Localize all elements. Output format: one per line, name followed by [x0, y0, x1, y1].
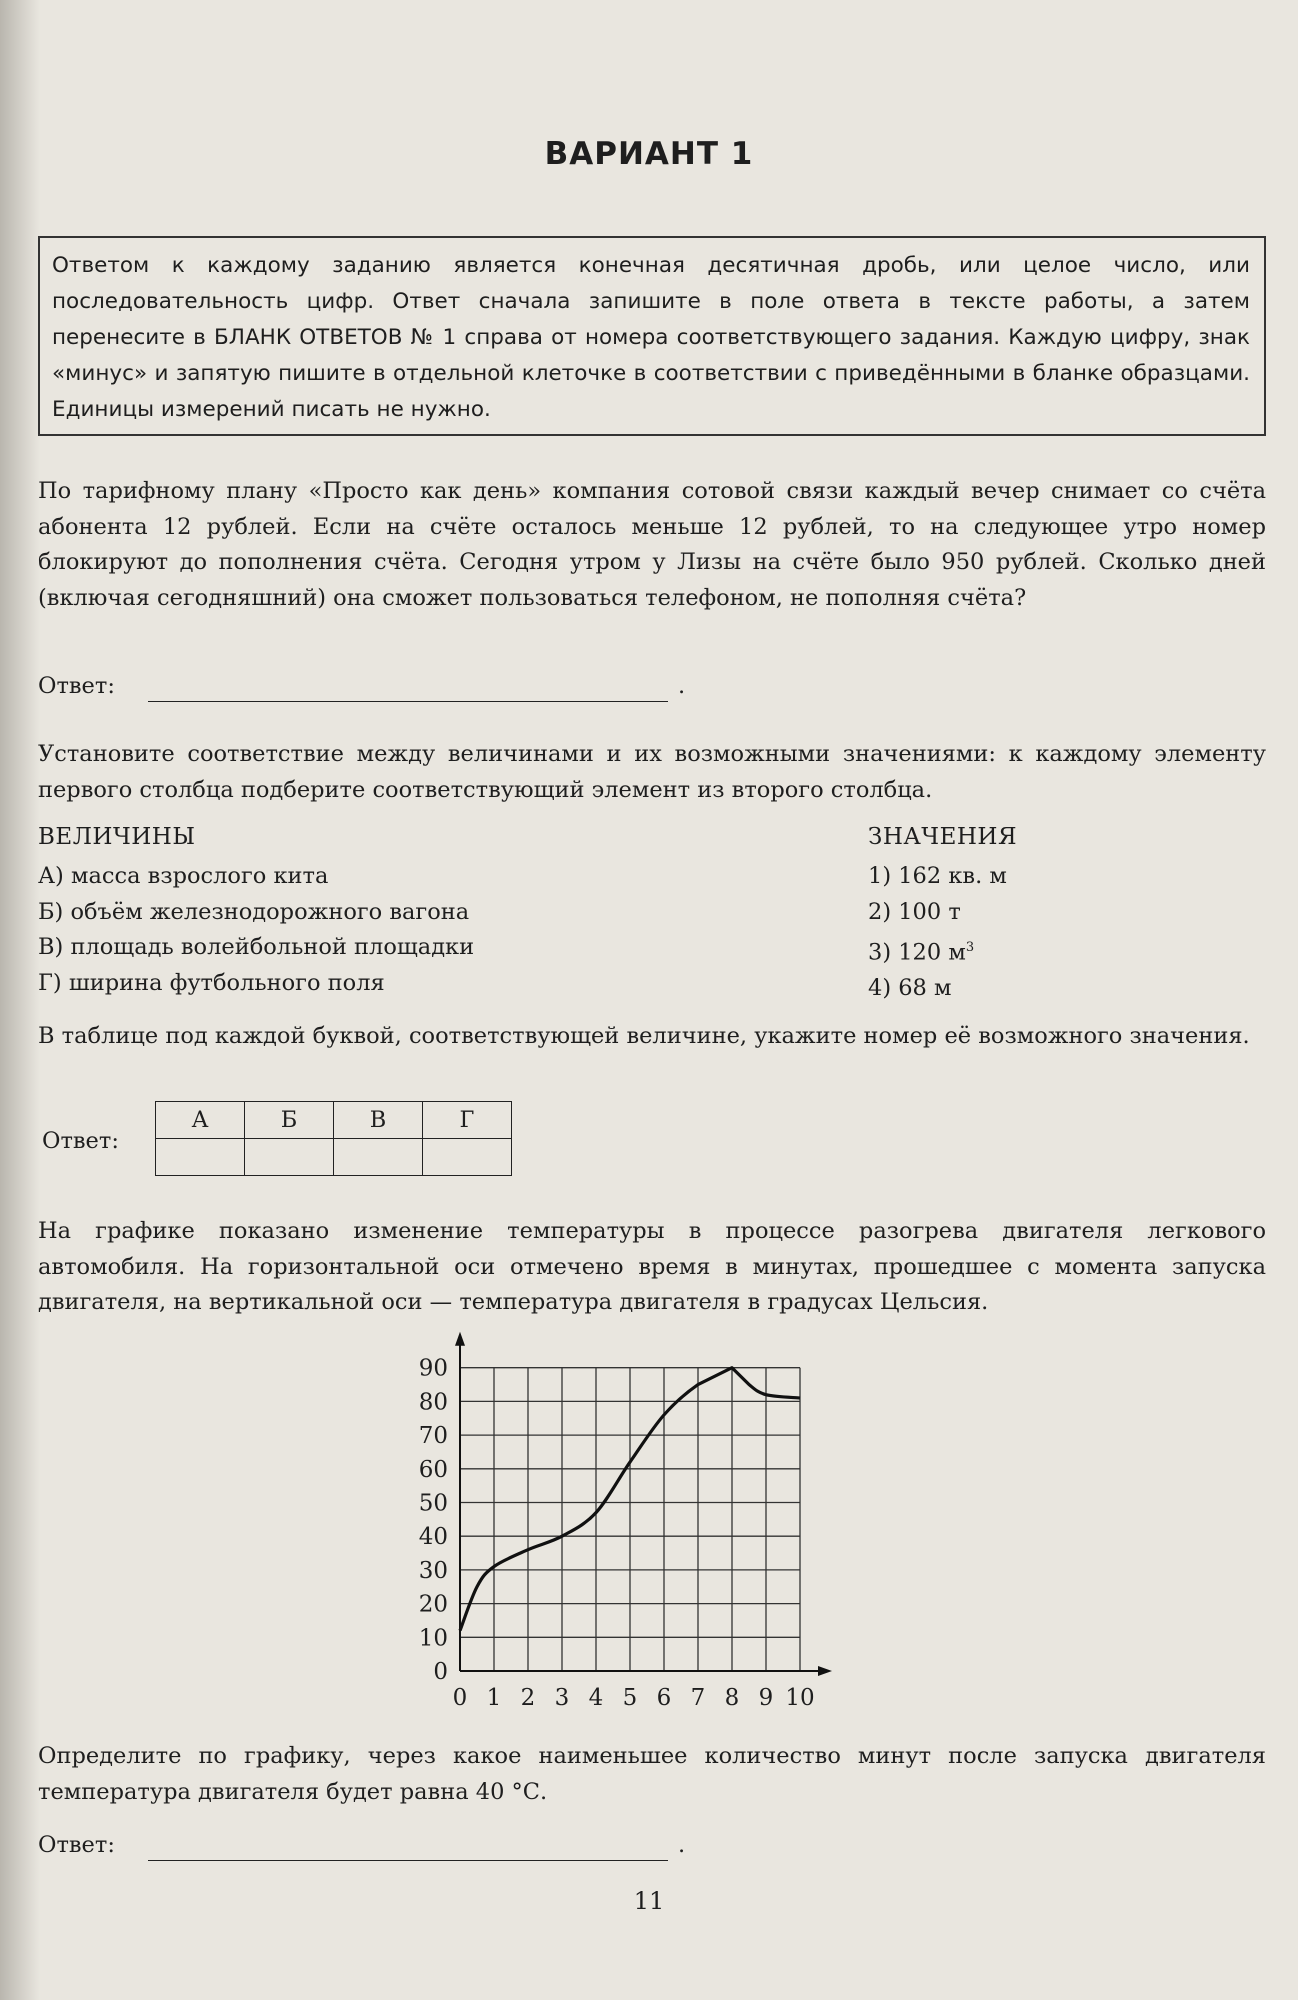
y-tick-label: 20: [418, 1591, 448, 1618]
superscript: 3: [965, 940, 975, 955]
answer-table-header: Б: [245, 1102, 334, 1139]
page-title: ВАРИАНТ 1: [544, 136, 754, 172]
x-tick-label: 5: [622, 1685, 638, 1711]
y-tick-label: 40: [418, 1524, 448, 1551]
chart-axes: [455, 1332, 832, 1676]
list-item: В) площадь волейбольной площадки: [38, 934, 475, 960]
answer-field[interactable]: [148, 1860, 668, 1861]
y-tick-label: 30: [418, 1557, 448, 1584]
list-item: А) масса взрослого кита: [38, 863, 329, 889]
y-tick-label: 60: [418, 1456, 448, 1483]
answer-table-header: Г: [423, 1102, 512, 1139]
x-axis-arrow: [818, 1666, 832, 1676]
x-tick-label: 1: [486, 1685, 502, 1711]
y-tick-label: 10: [418, 1625, 448, 1652]
task3-answer[interactable]: [38, 1832, 686, 1858]
task2-answer-label: Ответ:: [42, 1128, 119, 1154]
y-tick-label: 80: [418, 1389, 448, 1416]
y-axis-arrow: [455, 1332, 465, 1346]
chart-tick-labels: [419, 1356, 815, 1711]
list-item: 1) 162 кв. м: [868, 863, 1007, 889]
page-number: 11: [633, 1887, 665, 1915]
list-item: 2) 100 т: [868, 898, 961, 925]
answer-end-dot: .: [678, 673, 686, 699]
x-tick-label: 8: [724, 1685, 740, 1711]
list-item: 3) 120 $м^3$: [868, 939, 975, 966]
x-tick-label: 4: [588, 1685, 604, 1711]
list-item: Б) объём железнодорожного вагона: [38, 898, 470, 925]
task2-text: Установите соответствие между величинами и их возможными значениями: к каждому элементу первого столбца подберите соответствующий элемент из второго столбца.: [38, 741, 1266, 803]
values-header: ЗНАЧЕНИЯ: [868, 824, 1018, 850]
chart-grid: [460, 1368, 800, 1671]
task1-text: По тарифному плану «Просто как день» компания сотовой связи каждый вечер снимает со счёта абонента 12 рублей. Если на счёте осталось меньше 12 рублей, то на следующее утро номер блокируют до пополнения счёта. Сегодня утром у Лизы на счёте было 950 рублей. Сколько дней (включая сегодняшний) она сможет пользоваться телефоном, не пополняя счёта?: [38, 478, 1266, 611]
y-tick-label: 70: [418, 1423, 448, 1450]
task3-question: Определите по графику, через какое наименьшее количество минут после запуска двигателя температура двигателя будет равна 40 °С.: [38, 1743, 1266, 1805]
x-tick-label: 3: [554, 1685, 570, 1711]
x-tick-label: 0: [452, 1685, 468, 1711]
y-tick-label: 50: [418, 1490, 448, 1517]
x-tick-label: 10: [785, 1685, 815, 1711]
y-tick-label: 90: [418, 1355, 448, 1382]
x-tick-label: 6: [656, 1685, 672, 1711]
x-tick-label: 9: [758, 1685, 774, 1711]
answer-label: Ответ:: [38, 673, 115, 699]
y-tick-label: 0: [433, 1659, 448, 1685]
answer-end-dot: .: [678, 1832, 686, 1858]
task2-table-text: В таблице под каждой буквой, соответствующей величине, укажите номер её возможного значения.: [38, 1023, 1250, 1049]
list-item: 4) 68 м: [868, 975, 952, 1001]
task3-text: На графике показано изменение температуры в процессе разогрева двигателя легкового автомобиля. На горизонтальной оси отмечено время в минутах, прошедшее с момента запуска двигателя, на вертикальной оси — температура двигателя в градусах Цельсия.: [38, 1218, 1266, 1315]
answer-label: Ответ:: [38, 1832, 115, 1858]
instructions-box: Ответом к каждому заданию является конечная десятичная дробь, или целое число, или последовательность цифр. Ответ сначала запишите в поле ответа в тексте работы, а затем перенесите в БЛАНК ОТВЕТОВ № 1 справа от номера соответствующего задания. Каждую цифру, знак «минус» и запятую пишите в отдельной клеточке в соответствии с приведёнными в бланке образцами. Единицы измерений писать не нужно.: [38, 236, 1266, 436]
answer-table-header: В: [334, 1102, 423, 1139]
list-item: Г) ширина футбольного поля: [38, 969, 385, 996]
answer-table-header: А: [156, 1102, 245, 1139]
quantities-header: ВЕЛИЧИНЫ: [38, 824, 196, 850]
x-tick-label: 2: [520, 1685, 536, 1711]
x-tick-label: 7: [690, 1685, 706, 1711]
